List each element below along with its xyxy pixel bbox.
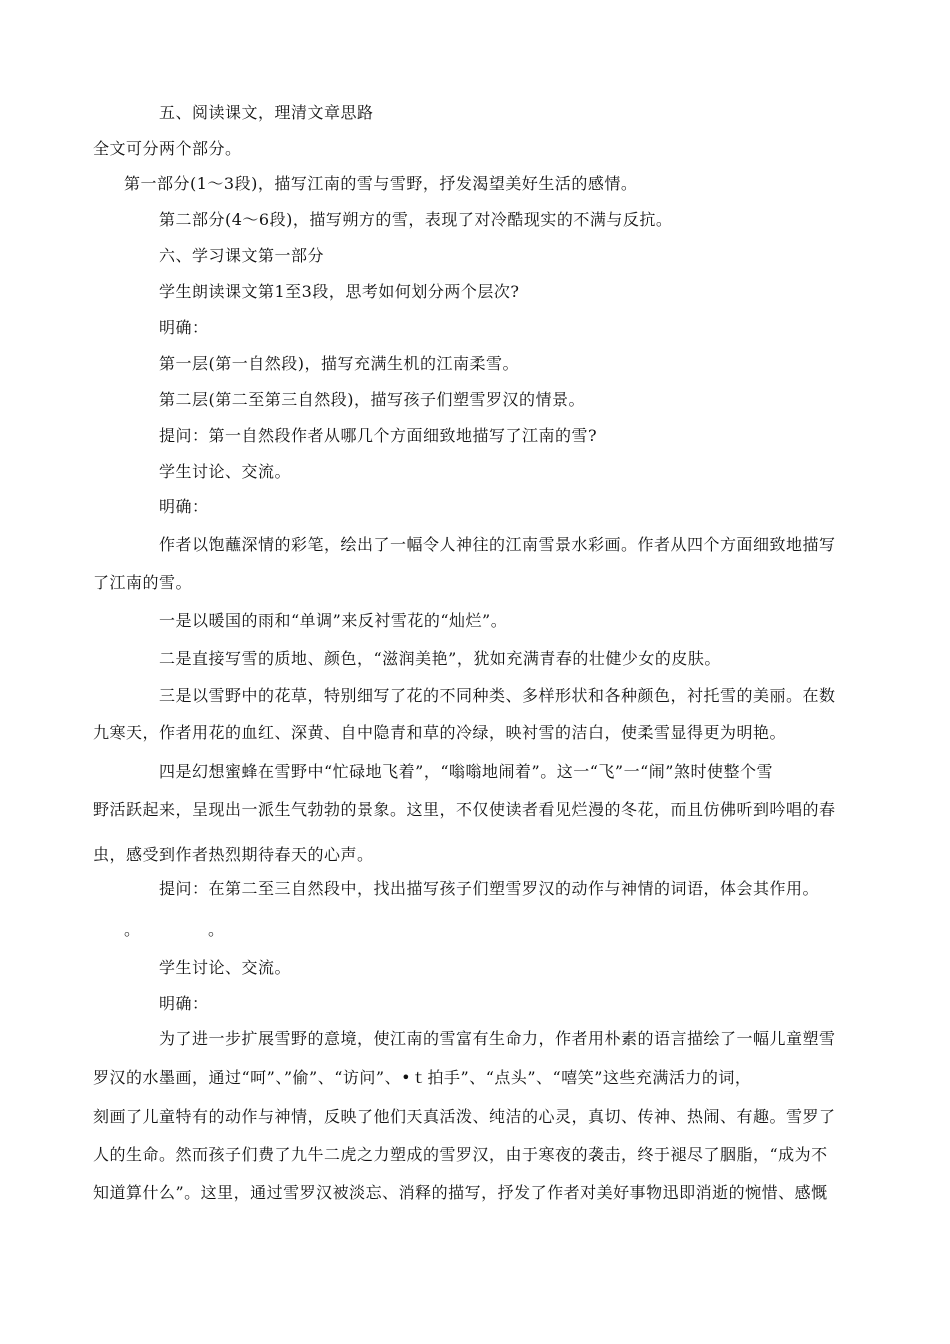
paragraph-line: 第一层(第一自然段)，描写充满生机的江南柔雪。 — [159, 354, 519, 373]
paragraph-line: 知道算什么”。这里，通过雪罗汉被淡忘、消释的描写，抒发了作者对美好事物迅即消逝的惋惜、感慨 — [93, 1183, 828, 1202]
paragraph-line: 明确： — [159, 994, 209, 1013]
section-heading-5: 五、阅读课文，理清文章思路 — [159, 103, 374, 122]
paragraph-line: 明确： — [159, 318, 209, 337]
paragraph-line: 一是以暖国的雨和“单调”来反衬雪花的“灿烂”。 — [159, 611, 508, 630]
paragraph-line: 四是幻想蜜蜂在雪野中“忙碌地飞着”，“嗡嗡地闹着”。这一“飞”一“闹”煞时使整个雪 — [159, 762, 773, 781]
paragraph-line: 九寒天，作者用花的血红、深黄、自中隐青和草的冷绿，映衬雪的洁白，使柔雪显得更为明艳。 — [93, 723, 787, 742]
paragraph-line: 学生讨论、交流。 — [159, 462, 292, 481]
paragraph-line: 明确： — [159, 497, 209, 516]
paragraph-line: 虫，感受到作者热烈期待春天的心声。 — [93, 845, 374, 864]
paragraph-line: 刻画了儿童特有的动作与神情，反映了他们天真活泼、纯洁的心灵，真切、传神、热闹、有趣。雪罗了 — [93, 1107, 836, 1126]
paragraph-line: 为了进一步扩展雪野的意境，使江南的雪富有生命力，作者用朴素的语言描绘了一幅儿童塑雪 — [159, 1029, 836, 1048]
paragraph-line: 全文可分两个部分。 — [93, 139, 242, 158]
paragraph-line: 第二部分(4～6段)，描写朔方的雪，表现了对冷酷现实的不满与反抗。 — [159, 210, 673, 229]
paragraph-line: 学生讨论、交流。 — [159, 958, 292, 977]
paragraph-line: 人的生命。然而孩子们费了九牛二虎之力塑成的雪罗汉，由于寒夜的袭击，终于褪尽了胭脂，“成为不 — [93, 1145, 828, 1164]
paragraph-line: 作者以饱蘸深情的彩笔，绘出了一幅令人神往的江南雪景水彩画。作者从四个方面细致地描写 — [159, 535, 836, 554]
paragraph-line: 三是以雪野中的花草，特别细写了花的不同种类、多样形状和各种颜色，衬托雪的美丽。在数 — [159, 686, 836, 705]
paragraph-line: 提问：第一自然段作者从哪几个方面细致地描写了江南的雪? — [159, 426, 598, 445]
stray-mark: 。 — [124, 920, 141, 939]
paragraph-line: 第二层(第二至第三自然段)，描写孩子们塑雪罗汉的情景。 — [159, 390, 585, 409]
paragraph-line: 了江南的雪。 — [93, 573, 193, 592]
paragraph-line: 学生朗读课文第1至3段，思考如何划分两个层次? — [159, 282, 520, 301]
paragraph-line: 提问：在第二至三自然段中，找出描写孩子们塑雪罗汉的动作与神情的词语，体会其作用。 — [159, 879, 820, 898]
paragraph-line: 罗汉的水墨画，通过“呵”、”偷”、“访问”、•ｔ拍手”、“点头”、“嘻笑”这些充满活力的词， — [93, 1068, 752, 1087]
paragraph-line: 野活跃起来，呈现出一派生气勃勃的景象。这里，不仅使读者看见烂漫的冬花，而且仿佛听到吟唱的春 — [93, 800, 836, 819]
paragraph-line: 第一部分(1～3段)，描写江南的雪与雪野，抒发渴望美好生活的感情。 — [124, 174, 638, 193]
section-heading-6: 六、学习课文第一部分 — [159, 246, 325, 265]
stray-mark: 。 — [208, 920, 225, 939]
paragraph-line: 二是直接写雪的质地、颜色，“滋润美艳”，犹如充满青春的壮健少女的皮肤。 — [159, 649, 721, 668]
